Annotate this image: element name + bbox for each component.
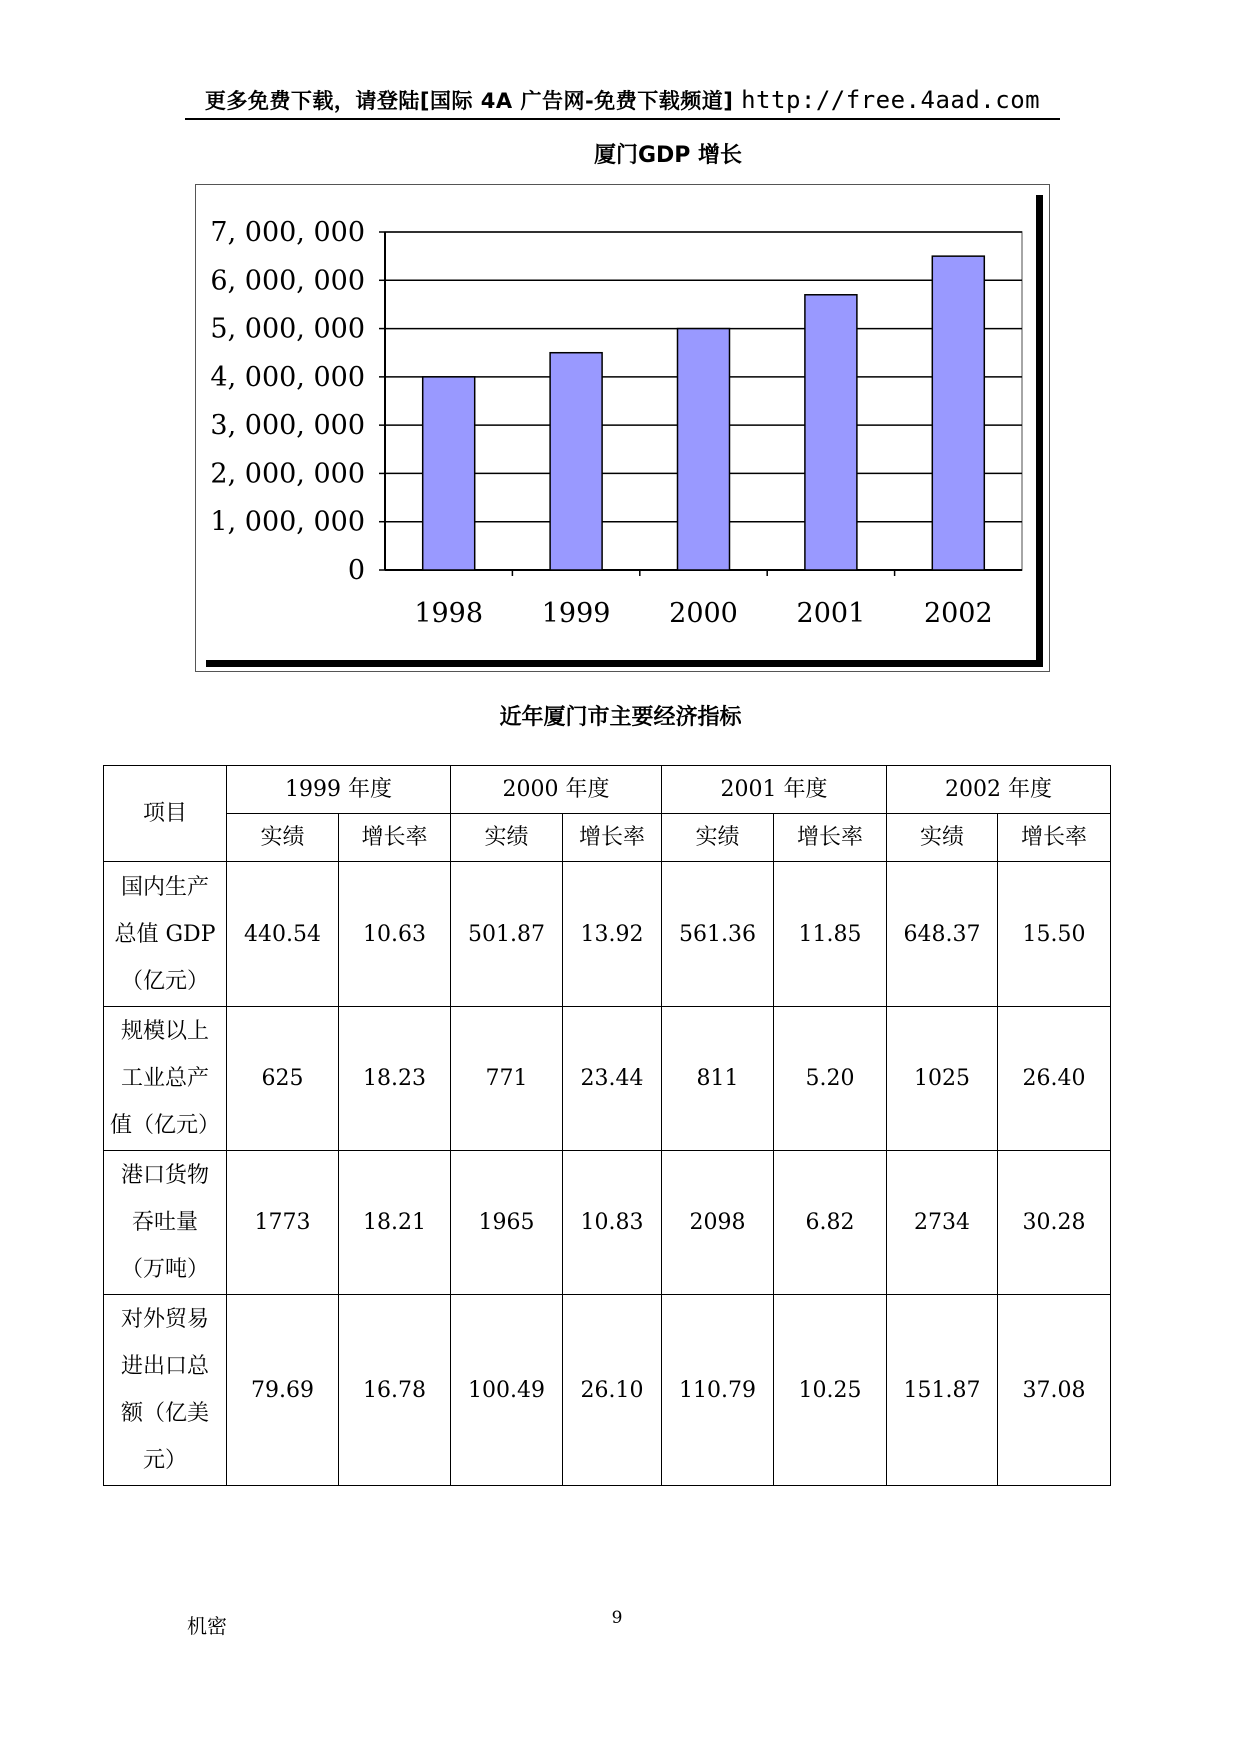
footer-confidential: 机密 — [187, 1614, 227, 1638]
subheader-growth-cell: 增长率 — [563, 814, 662, 862]
y-tick-label: 5, 000, 000 — [210, 313, 365, 345]
actual-value-cell: 811 — [662, 1007, 774, 1151]
actual-value-cell: 440.54 — [227, 862, 339, 1007]
table-subheader-row — [104, 814, 1111, 862]
y-tick-label: 4, 000, 000 — [210, 361, 365, 393]
growth-rate-cell: 10.25 — [774, 1295, 887, 1486]
year-header-cell: 2002 年度 — [887, 766, 1111, 814]
y-tick-label: 0 — [347, 555, 365, 586]
actual-value-cell: 625 — [227, 1007, 339, 1151]
year-header-cell: 1999 年度 — [227, 766, 451, 814]
actual-value-cell: 648.37 — [887, 862, 998, 1007]
actual-value-cell: 1025 — [887, 1007, 998, 1151]
growth-rate-cell: 26.40 — [998, 1007, 1111, 1151]
bar-2000 — [678, 329, 730, 570]
subheader-growth-cell: 增长率 — [774, 814, 887, 862]
subheader-growth-cell: 增长率 — [998, 814, 1111, 862]
actual-value-cell: 771 — [451, 1007, 563, 1151]
y-tick-label: 6, 000, 000 — [210, 265, 365, 297]
x-tick-label: 2002 — [923, 598, 993, 629]
growth-rate-cell: 5.20 — [774, 1007, 887, 1151]
growth-rate-cell: 6.82 — [774, 1151, 887, 1295]
x-tick-label: 1999 — [541, 598, 611, 629]
y-tick-label: 1, 000, 000 — [210, 506, 365, 538]
subheader-actual-cell: 实绩 — [227, 814, 339, 862]
page-header — [185, 85, 1060, 115]
table-row — [104, 1007, 1111, 1151]
growth-rate-cell: 15.50 — [998, 862, 1111, 1007]
chart-title: 厦门GDP 增长 — [593, 143, 743, 168]
x-tick-label: 2001 — [796, 598, 866, 629]
actual-value-cell: 2098 — [662, 1151, 774, 1295]
year-header-cell: 2000 年度 — [451, 766, 662, 814]
y-tick-label: 2, 000, 000 — [210, 458, 365, 490]
growth-rate-cell: 10.83 — [563, 1151, 662, 1295]
table-header-row — [104, 766, 1111, 814]
table-title: 近年厦门市主要经济指标 — [499, 705, 742, 730]
table-row — [104, 1151, 1111, 1295]
growth-rate-cell: 37.08 — [998, 1295, 1111, 1486]
table-row — [104, 1295, 1111, 1486]
actual-value-cell: 501.87 — [451, 862, 563, 1007]
bar-2001 — [805, 295, 857, 570]
y-tick-label: 3, 000, 000 — [210, 410, 365, 442]
subheader-actual-cell: 实绩 — [662, 814, 774, 862]
x-tick-label: 1998 — [414, 598, 484, 629]
growth-rate-cell: 18.21 — [339, 1151, 451, 1295]
header-text: 更多免费下载，请登陆[国际 4A 广告网-免费下载频道] — [204, 89, 734, 113]
growth-rate-cell: 16.78 — [339, 1295, 451, 1486]
actual-value-cell: 100.49 — [451, 1295, 563, 1486]
x-tick-label: 2000 — [669, 598, 738, 629]
y-tick-label: 7, 000, 000 — [210, 217, 365, 248]
row-item-cell: 国内生产 总值 GDP （亿元） — [104, 862, 227, 1007]
growth-rate-cell: 26.10 — [563, 1295, 662, 1486]
bar-1998 — [423, 377, 475, 570]
row-item-cell: 规模以上 工业总产 值（亿元） — [104, 1007, 227, 1151]
growth-rate-cell: 30.28 — [998, 1151, 1111, 1295]
subheader-actual-cell: 实绩 — [887, 814, 998, 862]
actual-value-cell: 110.79 — [662, 1295, 774, 1486]
item-header-cell: 项目 — [104, 766, 227, 862]
growth-rate-cell: 23.44 — [563, 1007, 662, 1151]
actual-value-cell: 1773 — [227, 1151, 339, 1295]
table-row — [104, 862, 1111, 1007]
header-url[interactable]: http://free.4aad.com — [741, 86, 1041, 114]
actual-value-cell: 2734 — [887, 1151, 998, 1295]
bar-2002 — [932, 256, 984, 570]
actual-value-cell: 151.87 — [887, 1295, 998, 1486]
bar-1999 — [550, 353, 602, 570]
growth-rate-cell: 10.63 — [339, 862, 451, 1007]
gdp-bar-chart — [195, 184, 1048, 670]
actual-value-cell: 561.36 — [662, 862, 774, 1007]
growth-rate-cell: 18.23 — [339, 1007, 451, 1151]
row-item-cell: 港口货物 吞吐量 （万吨） — [104, 1151, 227, 1295]
growth-rate-cell: 13.92 — [563, 862, 662, 1007]
economic-indicators-table — [103, 765, 1111, 1486]
row-item-cell: 对外贸易 进出口总 额（亿美 元） — [104, 1295, 227, 1486]
subheader-actual-cell: 实绩 — [451, 814, 563, 862]
page-number: 9 — [611, 1608, 623, 1628]
year-header-cell: 2001 年度 — [662, 766, 887, 814]
growth-rate-cell: 11.85 — [774, 862, 887, 1007]
subheader-growth-cell: 增长率 — [339, 814, 451, 862]
actual-value-cell: 1965 — [451, 1151, 563, 1295]
actual-value-cell: 79.69 — [227, 1295, 339, 1486]
header-divider — [185, 118, 1060, 120]
